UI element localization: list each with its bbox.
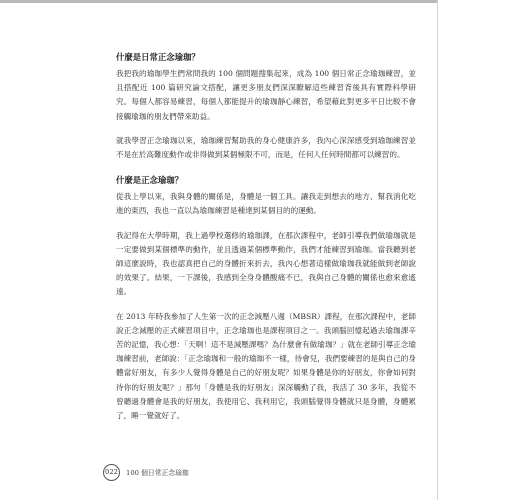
running-book-title: 100 個日常正念瑜珈 — [126, 469, 189, 477]
paragraph: 從我上學以來，我與身體的關係是，身體是一個工具。讓我走到想去的地方、幫我消化吃進的東西，我也一直以為瑜珈練習是種達到某個目的的運動。 — [116, 192, 416, 216]
page-footer — [103, 463, 189, 481]
page-top-border — [0, 0, 437, 3]
section-heading-mindful-yoga: 什麼是正念瑜珈？ — [116, 175, 183, 186]
paragraph: 在 2013 年時我參加了人生第一次的正念減壓八週（MBSR）課程，在那次課程中，老師說正念減壓的正式練習項目中，正念瑜珈也是課程項目之一。我頭腦回憶起過去瑜珈課辛苦的記憶，我心想：「天啊！這不是減壓課嗎？為什麼會有做瑜珈？」就在老師引導正念瑜珈練習前，老師說：「正念瑜珈和一般的瑜珈不一樣，待會兒，我們要練習的是與自己的身體當好朋友，有多少人覺得身體是自己的好朋友呢？如果身體是你的好朋友，你會如何對待你的好朋友呢？」那句「身體是我的好朋友」深深觸動了我，我活了 30 多年，我從不曾聽過身體會是我的好朋友，我使用它、我利用它，我頭腦覺得身體就只是身體，身體累了，睡一覺就好了。 — [116, 311, 416, 421]
paragraph: 就我學習正念瑜珈以來，瑜珈練習幫助我的身心健康許多，我內心深深感受到瑜珈練習並不是在於高難度動作或非得做到某個極限不可，而是，任何人任何時間都可以練習的。 — [116, 135, 416, 160]
paragraph: 我記得在大學時期，我上過學校選修的瑜珈課，在那次課程中，老師引導我們做瑜珈就是一定要做到某個標準的動作，並且透過某個標準動作，我們才能練習到瑜珈。當我聽到老師這麼說時，我也認真把自己的身體折來折去，我內心想著這樣做瑜珈我就能做到老師說的效果了。結果，一下課後，我感到全身身體酸痛不已，我與自己身體的關係也愈來愈遙遠。 — [116, 230, 416, 297]
section-mindful-yoga — [116, 173, 416, 423]
page-number: 022 — [103, 464, 120, 481]
page-content — [116, 50, 416, 432]
section-heading-daily-mindful-yoga: 什麼是日常正念瑜珈？ — [116, 52, 200, 62]
paragraph: 我把我的瑜珈學生們常問我的 100 個問題搜集起來，成為 100 個日常正念瑜珈練習，並且搭配近 100 篇研究論文搭配，讓更多朋友們深深瞭解這些練習背後具有實際科學研究。每個人都容易練習，每個人都能提升的瑜珈靜心練習，希望藉此對更多平日比較不會接觸瑜珈的朋友們帶來助益。 — [116, 69, 416, 121]
